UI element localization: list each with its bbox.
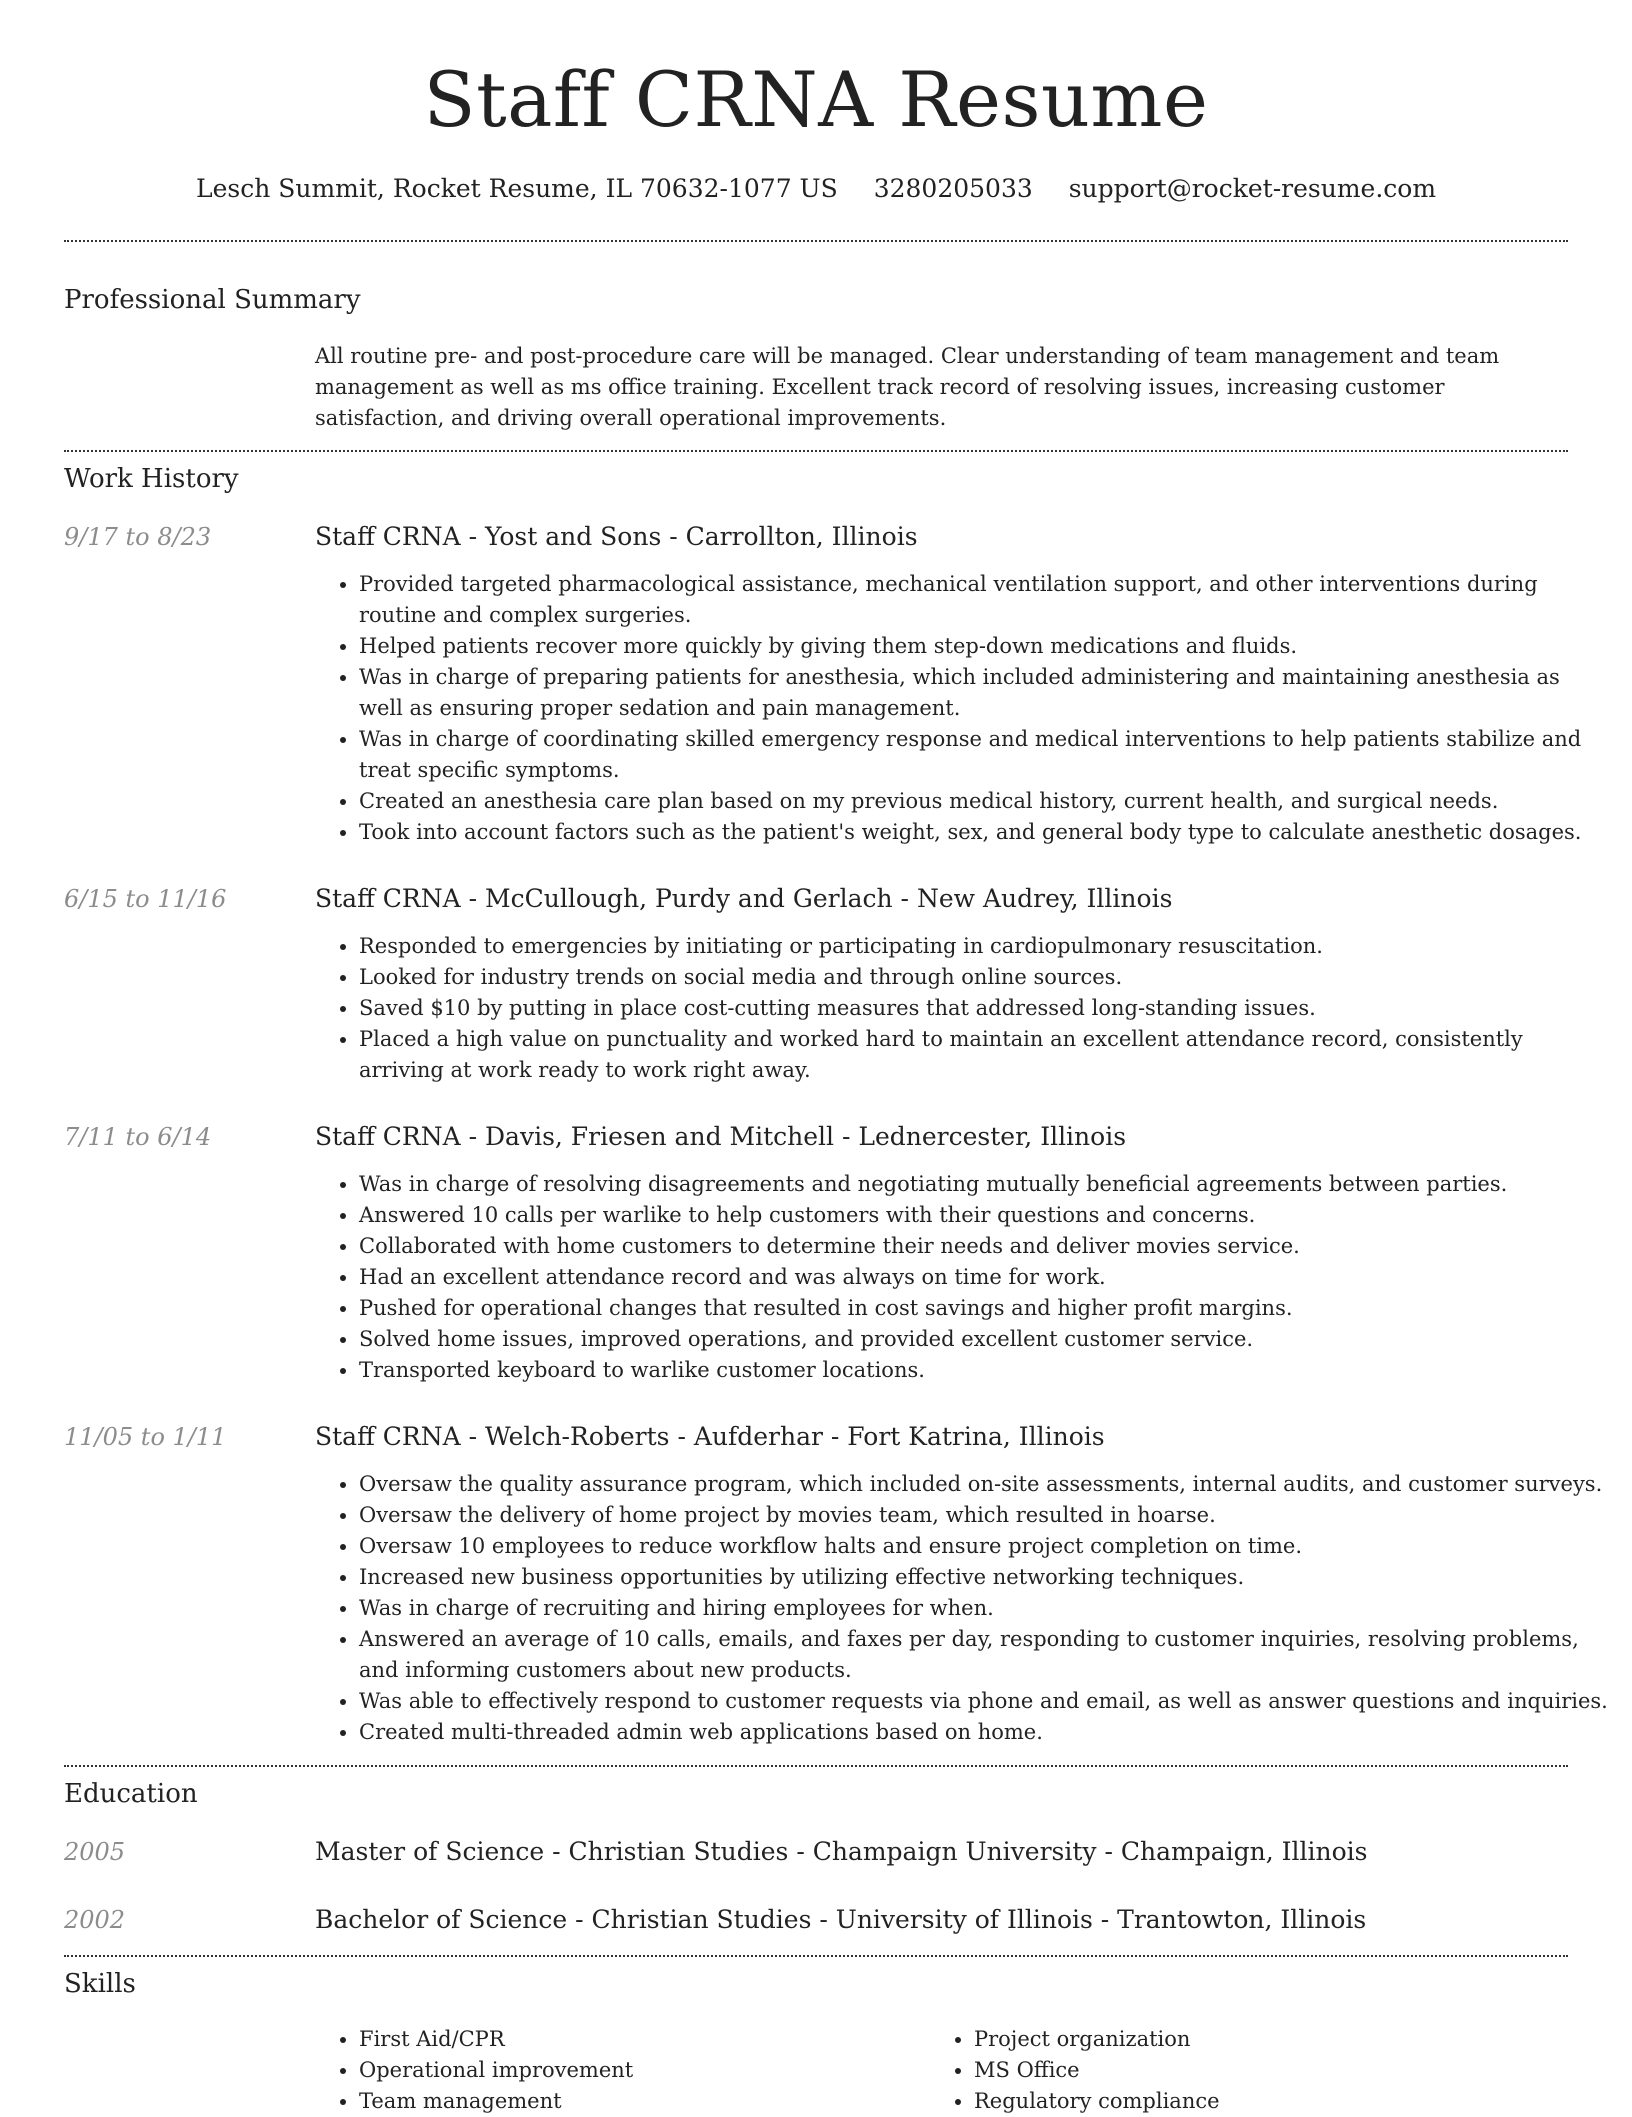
education-year: 2002 bbox=[64, 1906, 126, 1934]
job-bullet: • Placed a high value on punctuality and worked hard to maintain an excellent attendance record, consistently arriving at work ready to work right away. bbox=[359, 1024, 1609, 1086]
skill-item: • Project organization bbox=[974, 2024, 1574, 2055]
job-bullets bbox=[315, 1469, 1609, 1748]
job-bullet: • Solved home issues, improved operations, and provided excellent customer service. bbox=[359, 1324, 1609, 1355]
job-bullet: • Oversaw 10 employees to reduce workflow halts and ensure project completion on time. bbox=[359, 1531, 1609, 1562]
section-divider bbox=[64, 450, 1568, 452]
skill-item: • First Aid/CPR bbox=[359, 2024, 929, 2055]
skill-item: • Regulatory compliance bbox=[974, 2086, 1574, 2117]
job-bullet: • Was able to effectively respond to customer requests via phone and email, as well as answer questions and inquiries. bbox=[359, 1686, 1609, 1717]
education-heading: Education bbox=[64, 1779, 198, 1809]
summary-text: All routine pre- and post-procedure care will be managed. Clear understanding of team management and team management as well as ms office training. Excellent track record of resolving issues, increasing customer satisfaction, and driving overall operational improvements. bbox=[315, 344, 1500, 430]
job-bullet: • Helped patients recover more quickly by giving them step-down medications and fluids. bbox=[359, 631, 1609, 662]
job-bullet: • Oversaw the delivery of home project by movies team, which resulted in hoarse. bbox=[359, 1500, 1609, 1531]
job-bullet: • Answered an average of 10 calls, emails, and faxes per day, responding to customer inquiries, resolving problems, and informing customers about new products. bbox=[359, 1624, 1609, 1686]
skills-heading: Skills bbox=[64, 1969, 136, 1999]
work-history-heading: Work History bbox=[64, 464, 239, 494]
section-divider bbox=[64, 240, 1568, 242]
job-bullet: • Provided targeted pharmacological assistance, mechanical ventilation support, and other interventions during routine and complex surgeries. bbox=[359, 569, 1609, 631]
section-divider bbox=[64, 1765, 1568, 1767]
job-bullet: • Saved $10 by putting in place cost-cutting measures that addressed long-standing issues. bbox=[359, 993, 1609, 1024]
job-title: Staff CRNA - Davis, Friesen and Mitchell - Lednercester, Illinois bbox=[315, 1122, 1127, 1151]
job-bullet: • Was in charge of resolving disagreements and negotiating mutually beneficial agreements between parties. bbox=[359, 1169, 1609, 1200]
skills-column bbox=[315, 2024, 929, 2117]
job-bullet: • Oversaw the quality assurance program, which included on-site assessments, internal audits, and customer surveys. bbox=[359, 1469, 1609, 1500]
job-title: Staff CRNA - Yost and Sons - Carrollton, Illinois bbox=[315, 522, 918, 551]
contact-email: support@rocket-resume.com bbox=[1068, 174, 1437, 203]
job-dates: 7/11 to 6/14 bbox=[64, 1123, 212, 1151]
job-bullet: • Took into account factors such as the patient's weight, sex, and general body type to calculate anesthetic dosages. bbox=[359, 817, 1609, 848]
job-dates: 6/15 to 11/16 bbox=[64, 885, 227, 913]
skill-item: • Operational improvement bbox=[359, 2055, 929, 2086]
job-bullets bbox=[315, 931, 1609, 1086]
contact-phone: 3280205033 bbox=[873, 174, 1033, 203]
job-bullet: • Increased new business opportunities by utilizing effective networking techniques. bbox=[359, 1562, 1609, 1593]
job-title: Staff CRNA - McCullough, Purdy and Gerlach - New Audrey, Illinois bbox=[315, 884, 1173, 913]
job-bullet: • Responded to emergencies by initiating or participating in cardiopulmonary resuscitation. bbox=[359, 931, 1609, 962]
job-title: Staff CRNA - Welch-Roberts - Aufderhar - Fort Katrina, Illinois bbox=[315, 1422, 1105, 1451]
job-bullet: • Answered 10 calls per warlike to help customers with their questions and concerns. bbox=[359, 1200, 1609, 1231]
job-bullet: • Created multi-threaded admin web applications based on home. bbox=[359, 1717, 1609, 1748]
education-year: 2005 bbox=[64, 1838, 126, 1866]
job-bullet: • Looked for industry trends on social media and through online sources. bbox=[359, 962, 1609, 993]
job-bullet: • Had an excellent attendance record and was always on time for work. bbox=[359, 1262, 1609, 1293]
education-degree: Bachelor of Science - Christian Studies - University of Illinois - Trantowton, Illinois bbox=[315, 1905, 1367, 1934]
contact-line bbox=[0, 171, 1632, 207]
job-bullet: • Pushed for operational changes that resulted in cost savings and higher profit margins. bbox=[359, 1293, 1609, 1324]
job-bullet: • Was in charge of recruiting and hiring employees for when. bbox=[359, 1593, 1609, 1624]
section-divider bbox=[64, 1955, 1568, 1957]
contact-address: Lesch Summit, Rocket Resume, IL 70632-1077 US bbox=[195, 174, 838, 203]
resume-title: Staff CRNA Resume bbox=[423, 55, 1209, 144]
job-bullet: • Transported keyboard to warlike customer locations. bbox=[359, 1355, 1609, 1386]
summary-heading: Professional Summary bbox=[64, 285, 361, 315]
job-dates: 11/05 to 1/11 bbox=[64, 1423, 227, 1451]
job-bullet: • Was in charge of preparing patients for anesthesia, which included administering and maintaining anesthesia as well as ensuring proper sedation and pain management. bbox=[359, 662, 1609, 724]
skill-item: • Team management bbox=[359, 2086, 929, 2117]
job-bullet: • Was in charge of coordinating skilled emergency response and medical interventions to help patients stabilize and treat specific symptoms. bbox=[359, 724, 1609, 786]
skills-column bbox=[930, 2024, 1574, 2117]
job-bullets bbox=[315, 1169, 1609, 1386]
skill-item: • MS Office bbox=[974, 2055, 1574, 2086]
job-bullet: • Created an anesthesia care plan based on my previous medical history, current health, and surgical needs. bbox=[359, 786, 1609, 817]
job-bullets bbox=[315, 569, 1609, 848]
job-bullet: • Collaborated with home customers to determine their needs and deliver movies service. bbox=[359, 1231, 1609, 1262]
job-dates: 9/17 to 8/23 bbox=[64, 523, 212, 551]
education-degree: Master of Science - Christian Studies - Champaign University - Champaign, Illinois bbox=[315, 1837, 1368, 1866]
